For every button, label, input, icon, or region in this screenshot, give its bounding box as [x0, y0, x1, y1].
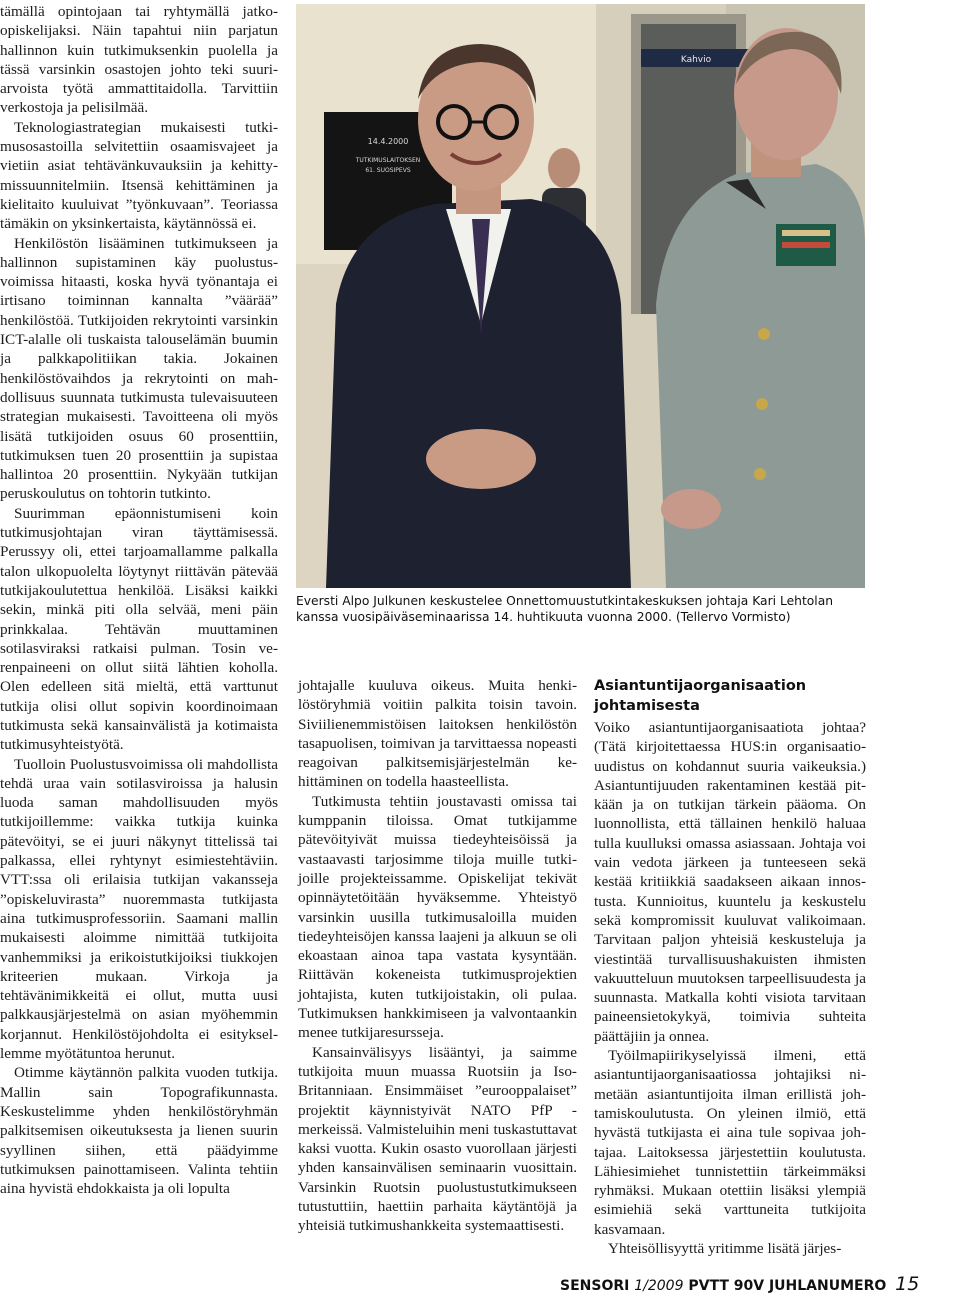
- paragraph: tämällä opintojaan tai ryhtymällä jatkoopiskelijaksi. Näin tapahtui niin parjatun hallinnon kuin tutkimuksenkin puolella ja tässä varsinkin osastojen johto teki suuriarvoista työtä ammattitaidolla. Tarvittiin verkostoja ja pelisilmää.: [0, 3, 278, 117]
- plaque-text-2: 61. SUOSIPEVS: [365, 167, 411, 174]
- sign-text: Kahvio: [680, 55, 712, 65]
- article-column-1: [0, 2, 278, 1198]
- page-footer: [560, 1273, 920, 1295]
- page-number: 15: [895, 1273, 920, 1295]
- paragraph: Otimme käytännön palkita vuoden tutkija. Mallin sain Topografikunnasta. Keskustelimme yhden henkilöstöryhmän palkitsemisen oikeutuksesta ja lienen suurin syyllinen siihen, että päädyimme tutkimuksen painottamiseen. Valinta tehtiin aina hyvistä ehdokkaista ja oli lopulta: [0, 1064, 278, 1198]
- paragraph: Voiko asiantuntijaorganisaatiota johtaa? (Tätä kirjoitettaessa HUS:in organisaatiouudistus on kohdannut suuria vaikeuksia.) Asiantuntijuuden rakentaminen kestää pitkään ja on tutkijan tärkein pääoma. On luonnollista, että tällainen henkilö haluaa tulla kuulluksi omassa asiassaan. Johtaja voi vain vedota järkeen ja tunteeseen sekä kestää kritiikkiä saadakseen aikaan innostusta. Kunnioitus, kuuntelu ja keskustelu sekä kompromissit kuuluvat valikoimaan. Tarvitaan paljon yhteisiä keskusteluja ja viestintää turvallisuushakuisten ihmisten vakuutteluun muutoksen tarpeellisuudesta ja suunnasta. Matkalla kohti visiota tarvitaan paineensietokykyä, toimivia suhteita päättäjiin ja onnea.: [594, 719, 866, 1045]
- event-photo: [296, 4, 865, 588]
- photo-caption: Eversti Alpo Julkunen keskustelee Onnettomuustutkintakeskuksen johtaja Kari Lehtolan kanssa vuosipäiväseminaarissa 14. huhtikuuta vuonna 2000. (Tellervo Vormisto): [296, 594, 834, 624]
- paragraph: johtajalle kuuluva oikeus. Muita henkilöstöryhmiä voitiin palkita toisin tavoin. Siviilienemmistöisen laitoksen henkilöstön tasapuolisen, toimivan ja tarvittaessa nopeasti reagoivan palkitsemisjärjestelmän kehittäminen on todella haasteellista.: [298, 677, 577, 791]
- paragraph: Työilmapiirikyselyissä ilmeni, että asiantuntijaorganisaatiossa johtajiksi nimetään asiantuntijoita ilman erillistä johtamiskoulutusta. On yleinen ilmiö, että hyvästä tutkijasta ei aina tule sopivaa johtajaa. Laitoksessa järjestettiin koulutusta. Lähiesimiehet tunnistettiin tärkeimmäksi ryhmäksi. Mukaan otettiin lisäksi ylempiä esimiehiä sekä varttuneita tutkijoita kasvamaan.: [594, 1047, 866, 1238]
- issue-label: PVTT 90V JUHLANUMERO: [688, 1278, 887, 1294]
- article-column-2: [298, 676, 577, 1236]
- paragraph: Suurimman epäonnistumiseni koin tutkimusjohtajan viran täyttämisessä. Perussyy oli, ettei tarjoamallamme palkalla talon ulkopuolelta löytynyt riittävän pätevää tutkijakoulutettua henkilöä. Lisäksi kaikki sekin, minkä piti olla selvää, meni päin prinkkalaa. Tehtävän muuttaminen sotilasviraksi ratkaisi pulman. Tosin verenpaineeni on ollut siitä lähtien koholla. Olen edelleen sitä mieltä, että varttunut tutkija olisi ollut sopivin koordinoimaan tutkimusta sekä kansainvälistä ja kotimaista tutkimusyhteistyötä.: [0, 504, 278, 754]
- plaque-date: 14.4.2000: [367, 137, 409, 146]
- magazine-name: SENSORI: [560, 1278, 630, 1294]
- article-column-3: [594, 676, 866, 1258]
- section-heading: Asiantuntijaorganisaation johtamisesta: [594, 678, 807, 714]
- issue-number: 1/2009: [634, 1278, 684, 1294]
- paragraph: Tuolloin Puolustusvoimissa oli mahdollista tehdä uraa vain sotilasviroissa ja halusin luoda saman mahdollisuuden myös tutkijoillemme: vaikka tutkija kuinka pätevöityi, se ei juuri näkynyt tittelissä tai palkassa, ellei ryhtynyt esimiestehtäviin. VTT:ssa oli erilaisia tutkijan vakansseja ”opiskeluvirasta” nuoremmasta tutkijasta aina tutkimusprofessoriin. Saamani mallin mukaisesti aloimme nimittää tutkijoita vanhemmiksi ja erikoistutkijoiksi tiukkojen kriteerien mukaan. Virkoja ja tehtävänimikkeitä ei ollut, mutta uusi palkkausjärjestelmä on asian myöhemmin korjannut. Henkilöstöjohdolta ei esityksellemme myötätuntoa herunut.: [0, 755, 278, 1063]
- plaque-text-1: TUTKIMUSLAITOKSEN: [355, 157, 421, 164]
- paragraph: Kansainvälisyys lisääntyi, ja saimme tutkijoita muun muassa Ruotsiin ja Iso-Britanniaan. Ensimmäiset ”eurooppalaiset” projektit käynnistyivät NATO PfP -merkeissä. Valmisteluihin meni tuskastuttavat kaksi vuotta. Kukin osasto vuorollaan järjesti yhden kansainvälisen seminaarin vuosittain. Varsinkin Ruotsin puolustustutkimukseen tutustuttiin, haettiin parhaita käytäntöjä ja yhteisiä tutkimushankkeita systemaattisesti.: [298, 1043, 577, 1235]
- paragraph: Yhteisöllisyyttä yritimme lisätä järjes-: [608, 1240, 842, 1258]
- paragraph: Teknologiastrategian mukaisesti tutkimusosastoilla selvitettiin osaamisvajeet ja vietiin asiat tehtävänkuvauksiin ja kehittymissuunnitelmiin. Itsensä kehittäminen ja kielitaito kuuluivat ”työnkuvaan”. Teoriassa tämäkin on yksinkertaista, käytännössä ei.: [0, 118, 278, 233]
- paragraph: Henkilöstön lisääminen tutkimukseen ja hallinnon supistaminen käy puolustusvoimissa hitaasti, koska hyvä työnantaja ei irtisano toiminnan kannalta ”väärää” henkilöstöä. Tutkijoiden rekrytointi varsinkin ICT-alalle oli tuskaista talouselämän buumin ja palkkapolitiikan takia. Jokainen henkilöstövaihdos ja rekrytointi on mahdollisuus suunnata tutkimusta tulevaisuuteen strategian mukaisesti. Tavoitteena oli myös lisätä tutkijoiden osuus 60 prosenttiin, tutkimuksen tuen 20 prosenttiin ja supistaa hallintoa 20 prosenttiin. Nykyään tutkijan peruskoulutus on tohtorin tutkinto.: [0, 234, 278, 503]
- photo-illustration: [296, 4, 865, 588]
- paragraph: Tutkimusta tehtiin joustavasti omissa tai kumppanin tiloissa. Omat tutkijamme pätevöityivät muissa tiedeyhteisöissä ja vastaavasti tarjosimme tiloja muille tutkijoille projekteissamme. Opiskelijat tekivät opinnäytetöitään hyväksemme. Yhteistyö varsinkin uusilla tutkimusaloilla muiden tiedeyhteisöjen kanssa laajeni ja alkuun se oli ekoastaan ainoa tapa vastata kysyntään. Riittävän kokeneista tutkimusprojektien johtajista, kuten tutkijoistakin, oli pulaa. Tutkimuksen hankkimiseen ja valvontaankin menee tutkijaresursseja.: [298, 792, 577, 1042]
